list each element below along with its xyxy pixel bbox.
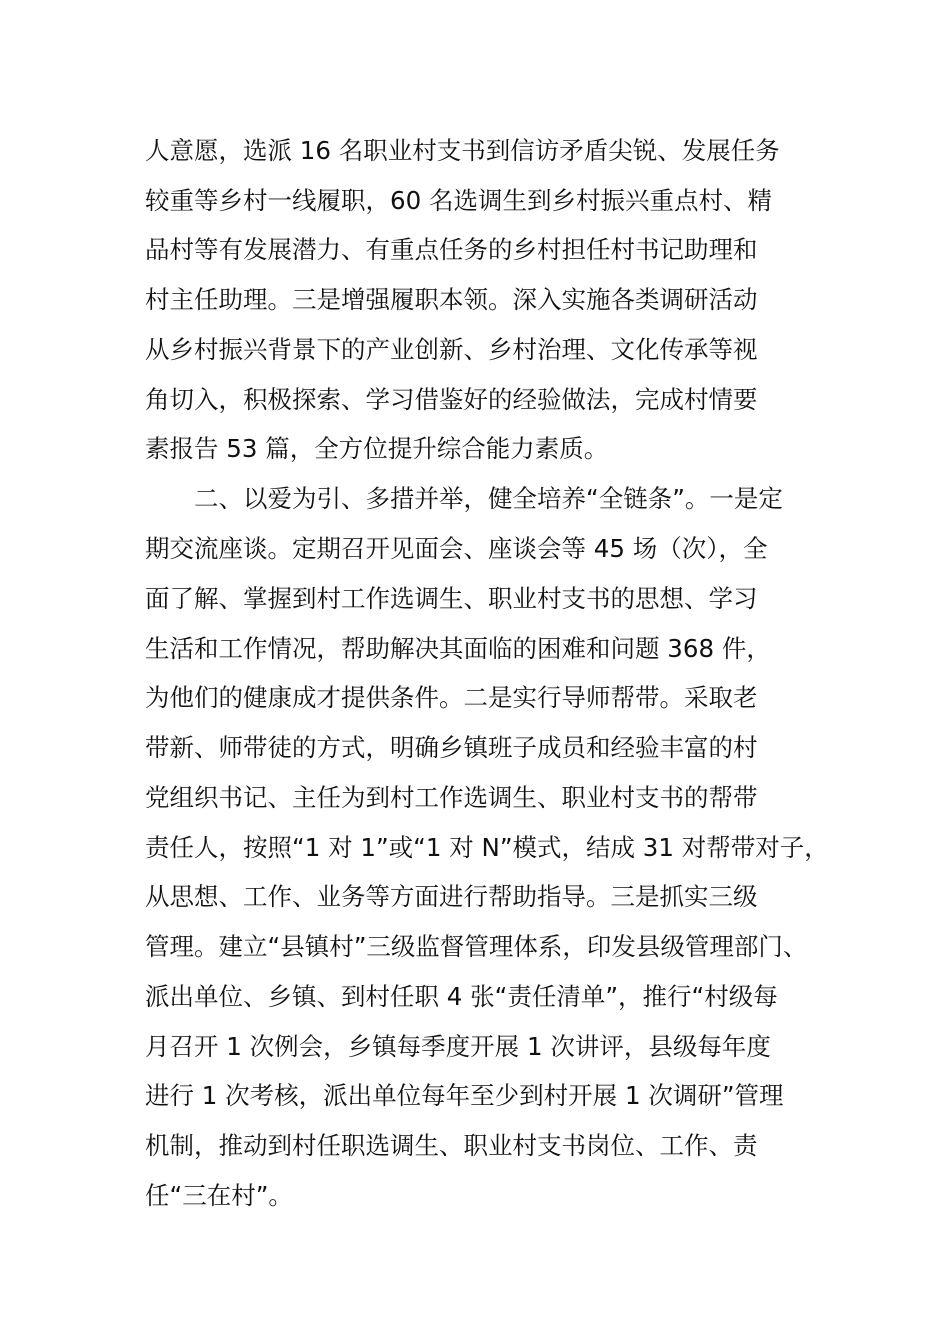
text-line: 人意愿，选派 16 名职业村支书到信访矛盾尖锐、发展任务 xyxy=(145,136,780,165)
text-line: 期交流座谈。定期召开见面会、座谈会等 45 场（次），全 xyxy=(145,534,768,563)
text-line: 机制，推动到村任职选调生、职业村支书岗位、工作、责 xyxy=(145,1131,758,1160)
text-line: 带新、师带徒的方式，明确乡镇班子成员和经验丰富的村 xyxy=(145,733,758,762)
text-line: 生活和工作情况，帮助解决其面临的困难和问题 368 件， xyxy=(145,634,771,663)
text-line: 为他们的健康成才提供条件。二是实行导师帮带。采取老 xyxy=(145,683,758,712)
text-line: 从乡村振兴背景下的产业创新、乡村治理、文化传承等视 xyxy=(145,335,758,364)
text-line: 面了解、掌握到村工作选调生、职业村支书的思想、学习 xyxy=(145,584,758,613)
text-line: 任“三在村”。 xyxy=(145,1181,293,1210)
text-line: 党组织书记、主任为到村工作选调生、职业村支书的帮带 xyxy=(145,783,758,812)
text-line: 素报告 53 篇，全方位提升综合能力素质。 xyxy=(145,434,609,463)
text-line: 较重等乡村一线履职，60 名选调生到乡村振兴重点村、精 xyxy=(145,186,772,215)
paragraph-start-line: 二、以爱为引、多措并举，健全培养“全链条”。一是定 xyxy=(194,484,783,513)
text-line: 从思想、工作、业务等方面进行帮助指导。三是抓实三级 xyxy=(145,882,758,911)
text-line: 责任人，按照“1 对 1”或“1 对 N”模式，结成 31 对帮带对子， xyxy=(145,833,829,862)
text-line: 月召开 1 次例会，乡镇每季度开展 1 次讲评，县级每年度 xyxy=(145,1032,771,1061)
text-line: 派出单位、乡镇、到村任职 4 张“责任清单”，推行“村级每 xyxy=(145,982,778,1011)
text-line: 角切入，积极探索、学习借鉴好的经验做法，完成村情要 xyxy=(145,385,758,414)
text-line: 管理。建立“县镇村”三级监督管理体系，印发县级管理部门、 xyxy=(145,932,808,961)
text-line: 品村等有发展潜力、有重点任务的乡村担任村书记助理和 xyxy=(145,235,758,264)
text-line: 村主任助理。三是增强履职本领。深入实施各类调研活动 xyxy=(145,285,758,314)
text-line: 进行 1 次考核，派出单位每年至少到村开展 1 次调研”管理 xyxy=(145,1081,784,1110)
